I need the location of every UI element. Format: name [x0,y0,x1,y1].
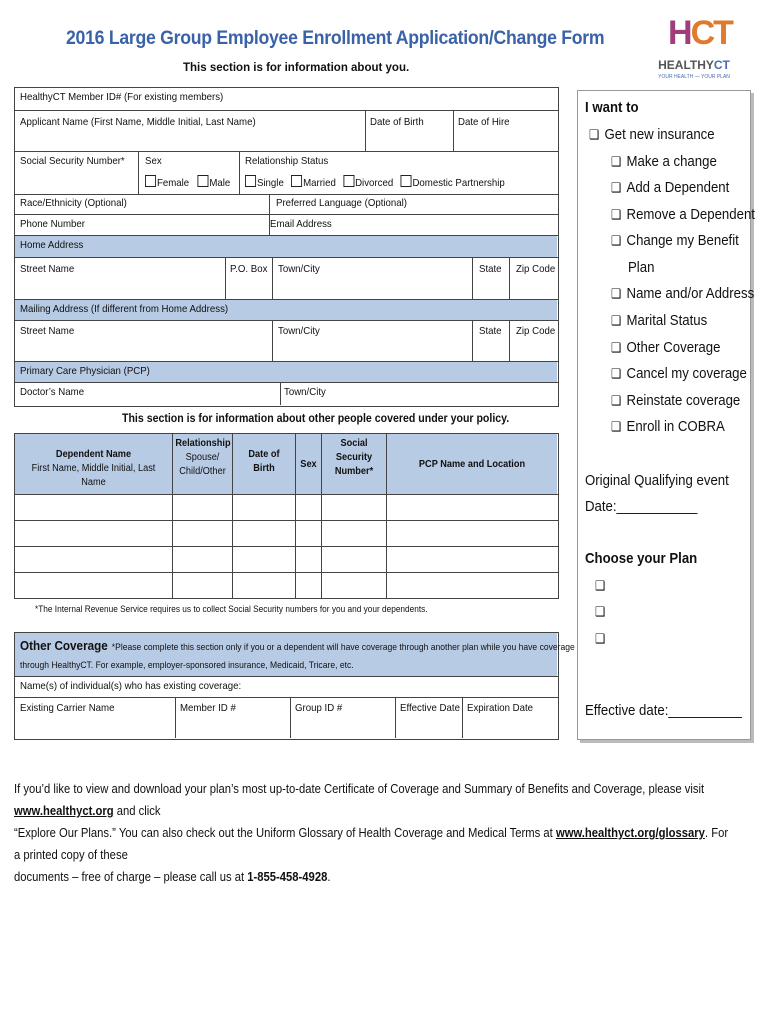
make-change-option[interactable]: ❑ Make a change [611,153,717,170]
carrier-name-field[interactable]: Existing Carrier Name [20,702,115,714]
plan-option-1-checkbox[interactable]: ❑ [595,578,606,593]
checkbox-icon[interactable]: ❑ [611,180,622,195]
relationship-status-label: Relationship Status [245,155,329,167]
dependent-row-4[interactable] [15,573,557,597]
dependent-row-3[interactable] [15,547,557,572]
domestic-checkbox[interactable] [400,175,411,187]
col-pcp: PCP Name and Location [418,459,526,470]
sex-options: Female Male [145,175,230,189]
mailing-address-heading: Mailing Address (If different from Home Address) [20,303,229,315]
checkbox-icon[interactable]: ❑ [611,393,622,408]
other-coverage-heading: Other Coverage *Please complete this section only if you or a dependent will have coverage through another plan while you have coverage [20,638,575,653]
checkbox-icon[interactable]: ❑ [611,286,622,301]
married-checkbox[interactable] [291,175,302,187]
member-id-field[interactable]: HealthyCT Member ID# (For existing members) [20,91,224,103]
logo-wordmark: HEALTHYCT [658,58,730,72]
healthyct-link[interactable]: www.healthyct.org [14,804,114,818]
email-field[interactable]: Email Address [270,218,332,230]
other-coverage-note: through HealthyCT. For example, employer-sponsored insurance, Medicaid, Tricare, etc. [20,660,354,671]
dob-field[interactable]: Date of Birth [370,116,424,128]
applicant-name-field[interactable]: Applicant Name (First Name, Middle Initial, Last Name) [20,116,256,128]
relationship-options: Single Married Divorced Domestic Partnership [245,175,505,189]
col-relationship: Relationship Spouse/ Child/Other [175,438,231,477]
name-address-option[interactable]: ❑ Name and/or Address [611,285,755,302]
pcp-heading: Primary Care Physician (PCP) [20,365,150,377]
checkbox-icon[interactable]: ❑ [611,313,622,328]
remove-dependent-option[interactable]: ❑ Remove a Dependent [611,206,755,223]
checkbox-icon[interactable]: ❑ [611,207,622,222]
col-sex: Sex [300,459,317,470]
effective-date-field[interactable]: Effective Date [400,702,460,714]
home-address-heading: Home Address [20,239,84,251]
mailing-street-field[interactable]: Street Name [20,325,75,337]
checkbox-icon[interactable]: ❑ [589,127,600,142]
female-checkbox[interactable] [145,175,156,187]
single-checkbox[interactable] [245,175,256,187]
checkbox-icon[interactable]: ❑ [611,154,622,169]
logo-tagline: YOUR HEALTH — YOUR PLAN [658,74,730,80]
dependent-row-1[interactable] [15,495,557,520]
mailing-state-field[interactable]: State [479,325,502,337]
doctor-town-field[interactable]: Town/City [284,386,326,398]
doh-field[interactable]: Date of Hire [458,116,510,128]
marital-status-option[interactable]: ❑ Marital Status [611,312,708,329]
plan-option-2-checkbox[interactable]: ❑ [595,604,606,619]
dependents-section-title: This section is for information about other people covered under your policy. [122,413,510,425]
state-field[interactable]: State [479,263,502,275]
section-subtitle: This section is for information about you. [183,62,410,74]
other-member-id-field[interactable]: Member ID # [180,702,236,714]
checkbox-icon[interactable]: ❑ [611,233,622,248]
col-date-of-birth: Date of Birth [248,449,280,474]
covered-names-field[interactable]: Name(s) of individual(s) who has existing coverage: [20,680,242,692]
dependent-row-2[interactable] [15,521,557,546]
irs-note: *The Internal Revenue Service requires us to collect Social Security numbers for you and your dependents. [35,604,428,614]
qualifying-event-date-field[interactable]: Date:___________ [585,498,698,515]
choose-plan-heading: Choose your Plan [585,550,698,567]
mailing-town-field[interactable]: Town/City [278,325,320,337]
sex-label: Sex [145,155,162,167]
enroll-cobra-option[interactable]: ❑ Enroll in COBRA [611,418,725,435]
col-ssn: Social Security Number* [334,438,374,477]
glossary-link[interactable]: www.healthyct.org/glossary [555,826,705,840]
street-field[interactable]: Street Name [20,263,75,275]
page-title: 2016 Large Group Employee Enrollment Application/Change Form [66,28,605,49]
phone-number: 1-855-458-4928 [247,870,328,884]
doctor-name-field[interactable]: Doctor’s Name [20,386,85,398]
language-field[interactable]: Preferred Language (Optional) [276,197,408,209]
ssn-field[interactable]: Social Security Number* [20,155,125,167]
cancel-coverage-option[interactable]: ❑ Cancel my coverage [611,365,747,382]
qualifying-event-label: Original Qualifying event [585,472,729,489]
get-new-insurance-option[interactable]: ❑ Get new insurance [589,126,715,143]
po-box-field[interactable]: P.O. Box [230,263,268,275]
footer-text: If you’d like to view and download your plan’s most up-to-date Certificate of Coverage and Summary of Benefits and Coverage, please visit www.healthyct.org and click “Explore Our Plans.” You can also check out the Uniform Glossary of Health Coverage and Medical Terms at www.healthyct.org/glossary. For a printed copy of these documents – free of charge – please call us at 1-855-458-4928. [14,782,729,884]
i-want-to-heading: I want to [585,99,639,116]
checkbox-icon[interactable]: ❑ [611,419,622,434]
town-field[interactable]: Town/City [278,263,320,275]
effective-date-input[interactable]: Effective date:__________ [585,702,742,719]
plan-option-3-checkbox[interactable]: ❑ [595,631,606,646]
expiration-date-field[interactable]: Expiration Date [467,702,534,714]
group-id-field[interactable]: Group ID # [295,702,343,714]
change-benefit-plan-option-cont: Plan [628,259,655,276]
change-benefit-plan-option[interactable]: ❑ Change my Benefit [611,232,739,249]
checkbox-icon[interactable]: ❑ [611,340,622,355]
zip-field[interactable]: Zip Code [516,263,556,275]
race-field[interactable]: Race/Ethnicity (Optional) [20,197,127,209]
phone-field[interactable]: Phone Number [20,218,85,230]
healthyct-logo: HCT [668,14,732,52]
other-coverage-option[interactable]: ❑ Other Coverage [611,339,721,356]
mailing-zip-field[interactable]: Zip Code [516,325,556,337]
checkbox-icon[interactable]: ❑ [611,366,622,381]
reinstate-coverage-option[interactable]: ❑ Reinstate coverage [611,392,741,409]
male-checkbox[interactable] [197,175,208,187]
col-dependent-name: Dependent Name First Name, Middle Initial, Last Name [31,449,156,488]
divorced-checkbox[interactable] [343,175,354,187]
add-dependent-option[interactable]: ❑ Add a Dependent [611,179,730,196]
